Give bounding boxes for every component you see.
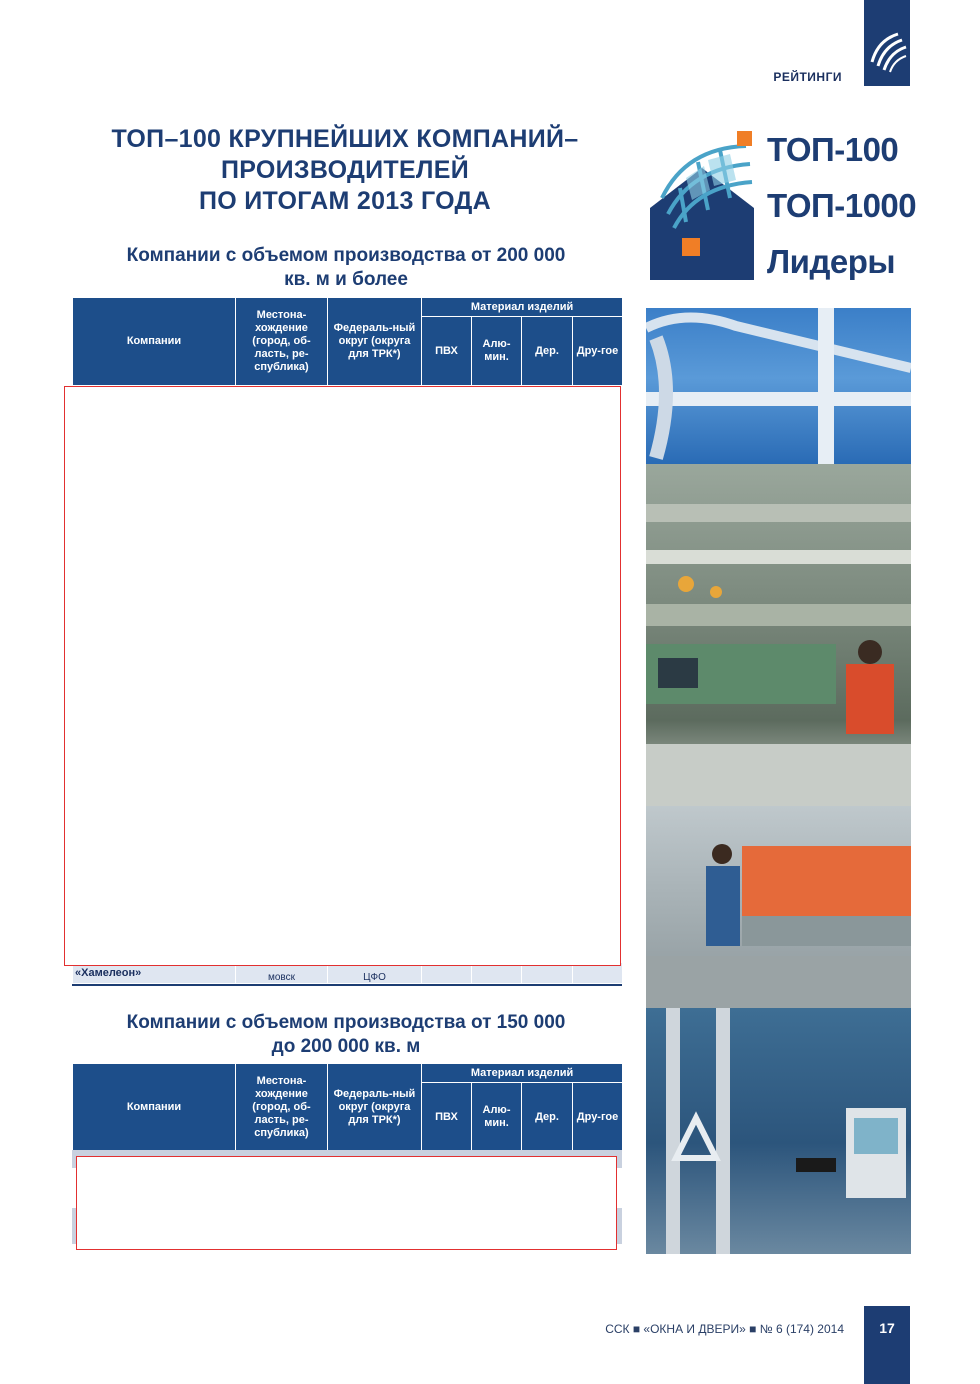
table-2-subtitle-line-2: до 200 000 кв. м [271, 1036, 421, 1057]
logo-orange-square [737, 131, 752, 146]
col-material: Материал изделий [422, 1064, 623, 1083]
table-1-bottom-rule [72, 984, 622, 986]
col-wood: Дер. [522, 1083, 573, 1152]
magazine-emblem-icon [864, 0, 910, 86]
col-pvc: ПВХ [422, 317, 472, 386]
ranking-table-2 [72, 1063, 622, 1152]
table-1-subtitle-line-1: Компании с объемом производства от 200 000 [126, 245, 566, 266]
table-1-subtitle-line-2: кв. м и более [284, 269, 408, 290]
col-district: Федераль-ный округ (округа для ТРК*) [328, 1064, 422, 1152]
col-pvc: ПВХ [422, 1083, 472, 1152]
col-company: Компании [73, 298, 236, 386]
logo-text-top1000: ТОП-1000 [767, 187, 917, 224]
corner-tab [864, 0, 910, 86]
photo-testing-machine [646, 1008, 911, 1254]
table-row-company: «Хамелеон» [73, 963, 236, 984]
col-other: Дру-гое [573, 317, 623, 386]
table-2-subtitle [62, 1011, 630, 1059]
page-number: 17 [879, 1320, 895, 1336]
house-logo-icon [646, 128, 758, 284]
col-alu: Алю-мин. [472, 1083, 522, 1152]
col-other: Дру-гое [573, 1083, 623, 1152]
redacted-area-1 [64, 386, 621, 966]
page-title [60, 124, 630, 217]
table-row-location: мовск [236, 963, 328, 984]
col-location: Местона-хождение (город, об-ласть, ре-спублика) [236, 1064, 328, 1152]
logo-text-top100: ТОП-100 [767, 131, 899, 168]
page-title-line-3: ПО ИТОГАМ 2013 ГОДА [199, 187, 491, 215]
col-wood: Дер. [522, 317, 573, 386]
footer-publication: ССК ■ «ОКНА И ДВЕРИ» ■ № 6 (174) 2014 [605, 1322, 844, 1336]
logo-text-leaders: Лидеры [767, 243, 896, 280]
col-alu: Алю-мин. [472, 317, 522, 386]
photo-production-line [646, 464, 911, 806]
table-row-district: ЦФО [328, 963, 422, 984]
col-material: Материал изделий [422, 298, 623, 317]
page-title-line-1: ТОП–100 КРУПНЕЙШИХ КОМПАНИЙ– [111, 125, 579, 153]
redacted-area-2 [76, 1156, 617, 1250]
photo-factory-hall [646, 806, 911, 1008]
table-2-subtitle-line-1: Компании с объемом производства от 150 000 [126, 1012, 566, 1033]
col-location: Местона-хождение (город, об-ласть, ре-спублика) [236, 298, 328, 386]
table-1-subtitle [62, 244, 630, 292]
section-label: РЕЙТИНГИ [773, 70, 842, 84]
page-title-line-2: ПРОИЗВОДИТЕЛЕЙ [220, 156, 470, 184]
col-district: Федераль-ный округ (округа для ТРК*) [328, 298, 422, 386]
page-number-box [864, 1306, 910, 1384]
photo-window-frame [646, 308, 911, 464]
ranking-table-1 [72, 297, 622, 386]
col-company: Компании [73, 1064, 236, 1152]
